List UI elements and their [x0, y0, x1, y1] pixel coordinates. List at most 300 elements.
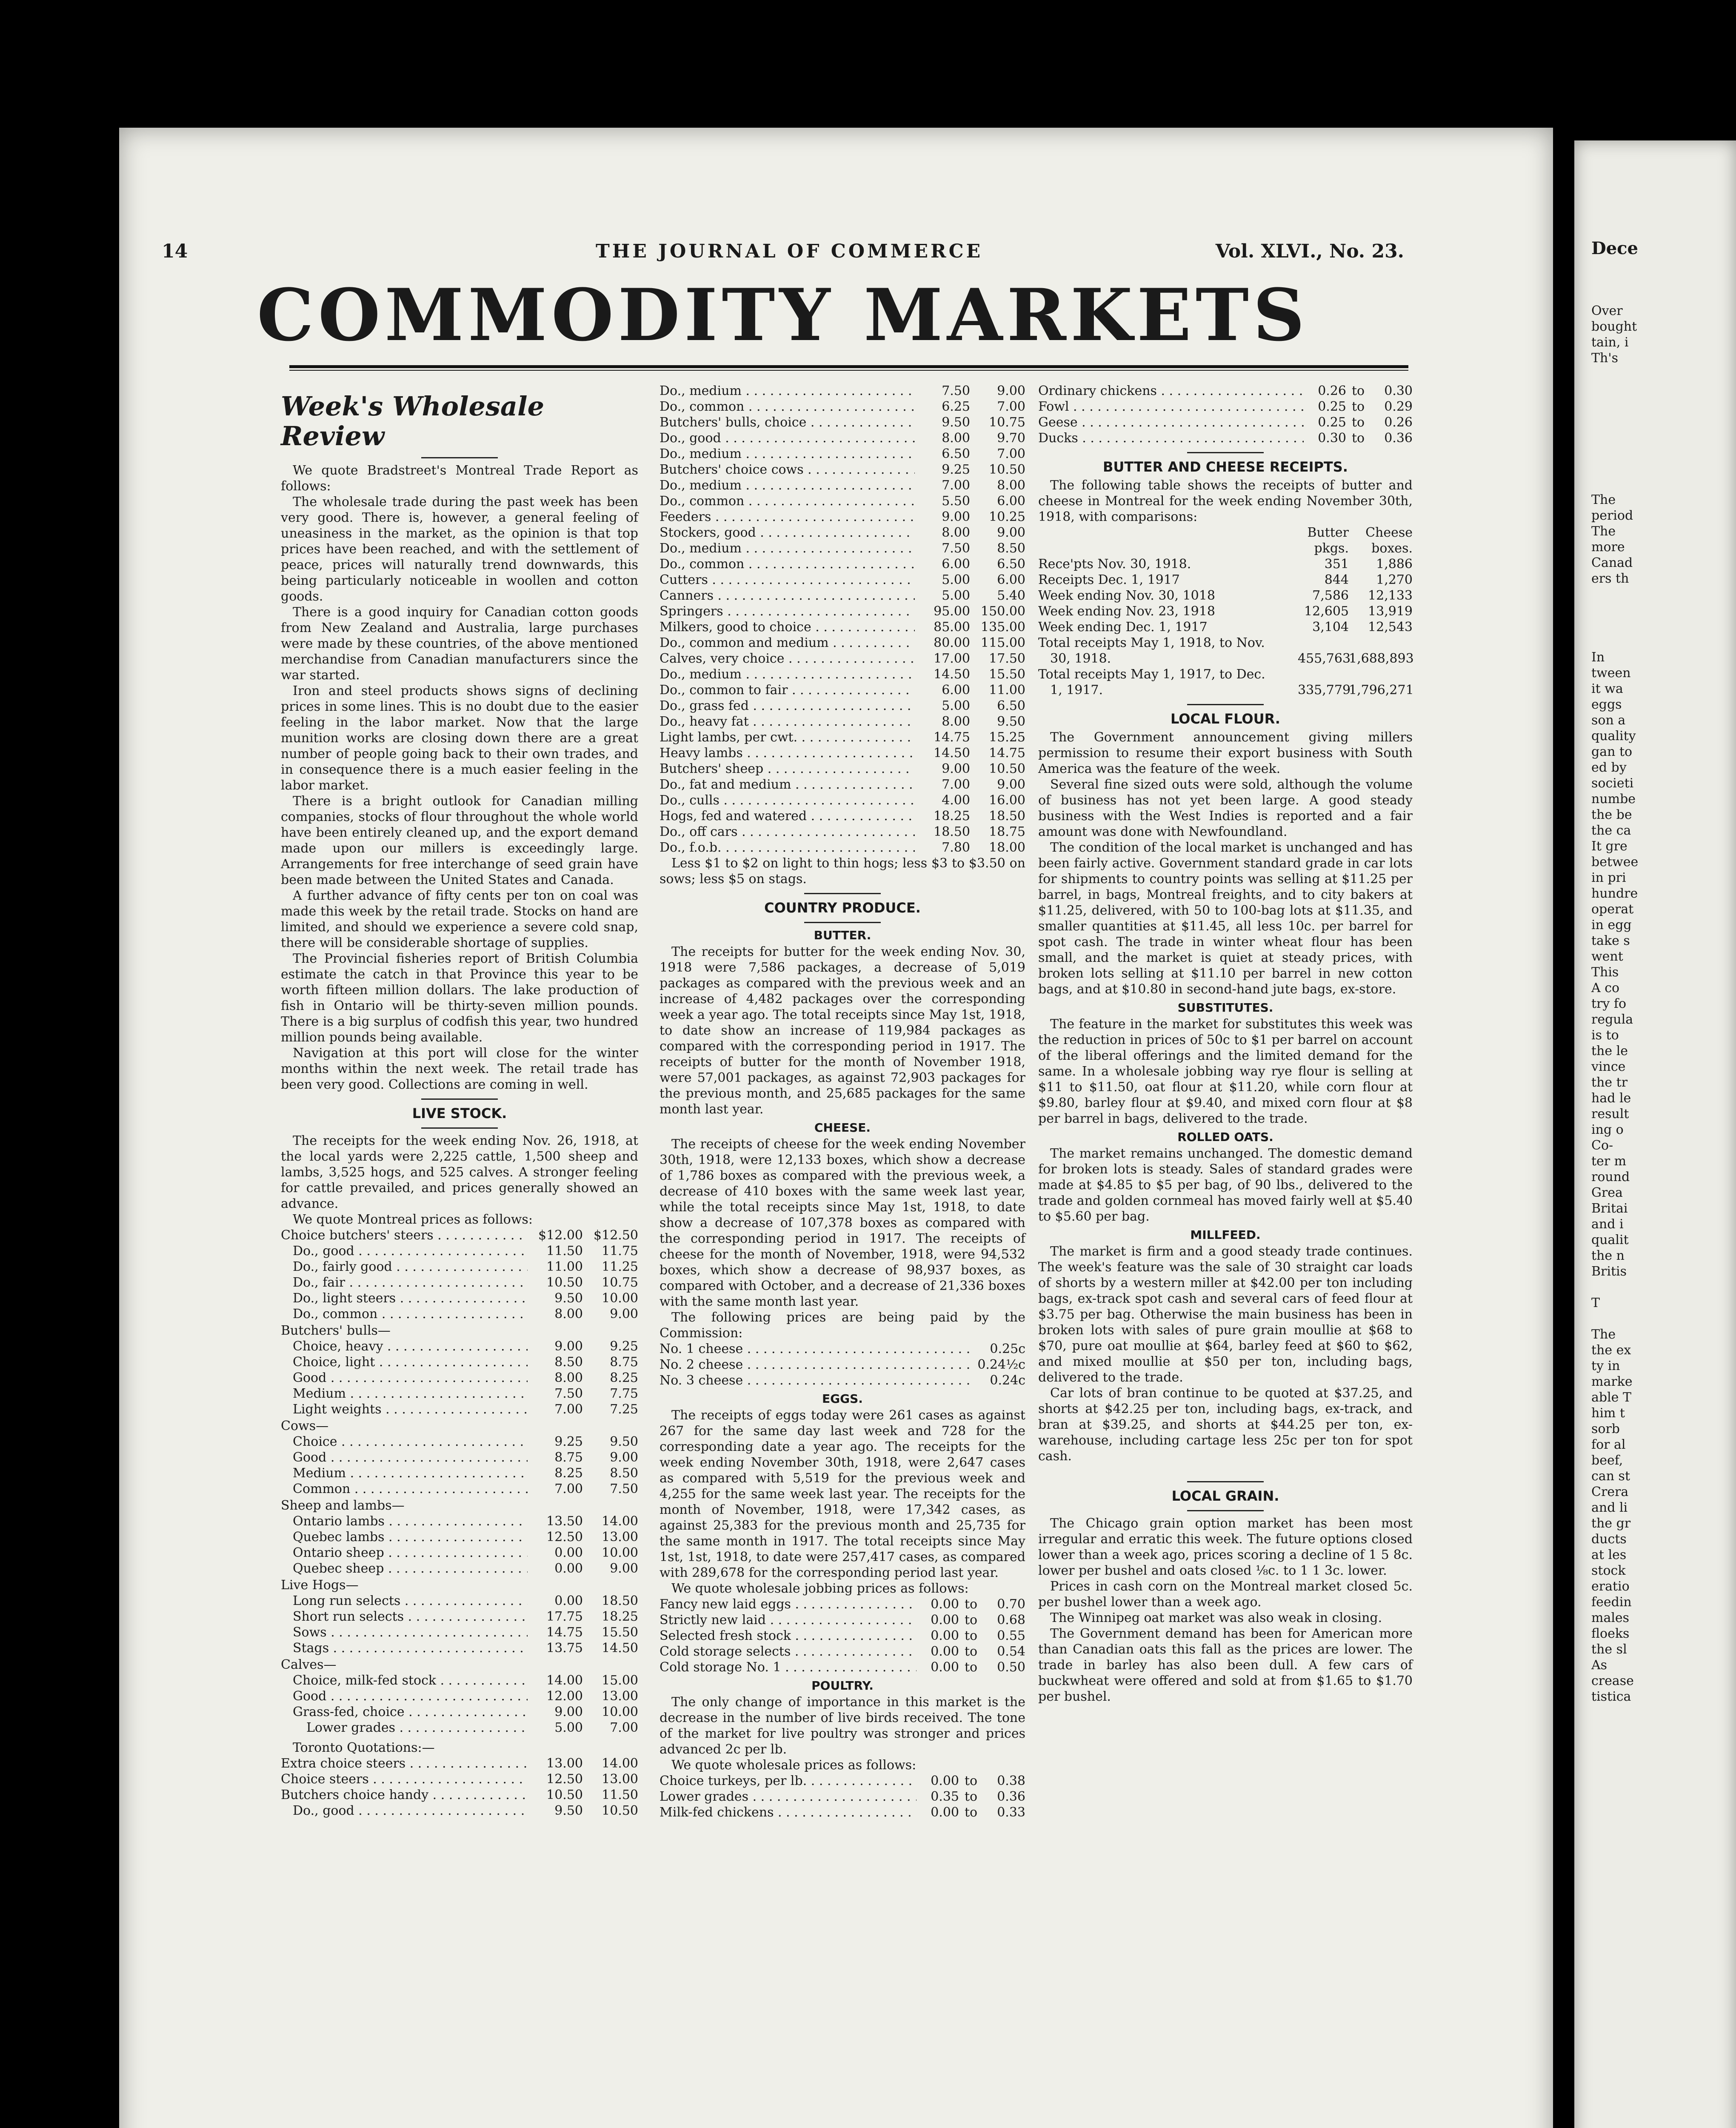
livestock-row — [660, 682, 1025, 698]
low-price: 0.26 — [1318, 383, 1346, 398]
low-price: 17.75 — [546, 1609, 583, 1624]
row-label: Cutters . . . — [660, 572, 915, 588]
country-produce-heading: COUNTRY PRODUCE. — [764, 900, 921, 916]
divider — [1187, 452, 1264, 453]
high-price: 17.50 — [989, 651, 1025, 666]
cheese-value: 13,919 — [1368, 604, 1413, 619]
next-page-line: numbe — [1591, 792, 1636, 807]
livestock-row — [281, 1370, 638, 1386]
high-price: 9.00 — [997, 383, 1025, 398]
range-to: to — [964, 1805, 978, 1820]
poultry-price-table-continued — [1038, 383, 1413, 446]
row-label: Ontario lambs . . . — [281, 1513, 528, 1529]
livestock-row — [660, 430, 1025, 446]
range-to: to — [964, 1628, 978, 1643]
row-label: Choice, heavy . . . — [281, 1339, 528, 1354]
next-page-line: In — [1591, 650, 1605, 665]
high-price: 15.50 — [602, 1625, 638, 1640]
next-page-line — [1591, 413, 1732, 429]
paragraph: The condition of the local market is unchanged and has been fairly active. Government standard grade in car lots for shipments to country points was selling at $11.25 per barrel, in bags, Montreal freights, and to city bakers at $11.25, delivered, with 50 to 100-bag lots at $11.35, and smaller quantities at $11.45, all less 10c. per barrel for spot cash. The trade in winter wheat flour has been small, and the market is quiet at steady prices, with broken lots selling at $11.10 per barrel in new cotton bags, and at $10.80 in second-hand jute bags, ex-store. — [1038, 840, 1413, 997]
row-label: Strictly new laid . . . — [660, 1612, 917, 1628]
divider — [421, 457, 498, 458]
high-price: 8.00 — [997, 478, 1025, 493]
livestock-row — [660, 714, 1025, 729]
livestock-row — [281, 1640, 638, 1656]
low-price: 8.25 — [554, 1466, 583, 1481]
low-price: 0.00 — [931, 1597, 959, 1612]
high-price: 9.50 — [997, 714, 1025, 729]
high-price: 10.75 — [989, 415, 1025, 430]
local-flour-heading: LOCAL FLOUR. — [1171, 711, 1280, 727]
livestock-row — [281, 1497, 638, 1513]
livestock-row — [281, 1259, 638, 1275]
next-page-line: bought — [1591, 319, 1637, 334]
low-price: 6.00 — [942, 557, 970, 572]
livestock-row — [660, 572, 1025, 588]
high-price: 7.00 — [610, 1720, 638, 1735]
high-price: 10.50 — [989, 462, 1025, 477]
total-row-2 — [1038, 666, 1413, 682]
high-price: 0.36 — [997, 1789, 1025, 1804]
high-price: 9.50 — [610, 1434, 638, 1449]
livestock-row — [281, 1339, 638, 1354]
high-price: 14.00 — [602, 1514, 638, 1529]
high-price: 15.00 — [602, 1673, 638, 1688]
local-grain-heading: LOCAL GRAIN. — [1171, 1488, 1279, 1504]
next-page-line: males — [1591, 1610, 1630, 1625]
poultry-row — [660, 1805, 1025, 1820]
next-page-line: hundre — [1591, 886, 1638, 901]
livestock-row — [281, 1275, 638, 1290]
next-page-line: had le — [1591, 1091, 1631, 1106]
low-price: 5.00 — [554, 1720, 583, 1735]
paragraph: There is a bright outlook for Canadian milling companies, stocks of flour throughout the whole world have been entirely cleaned up, and the export demand made upon our millers is exceedingly large. Arrangements for free interchange of seed grain have been made between the United States and Canada. — [281, 794, 638, 887]
journal-name: THE JOURNAL OF COMMERCE — [596, 240, 983, 262]
butter-value: 7,586 — [1312, 588, 1349, 603]
butter-value: 12,605 — [1304, 604, 1349, 619]
receipts-row — [1038, 604, 1413, 619]
livestock-row — [660, 808, 1025, 824]
low-price: 14.00 — [546, 1673, 583, 1688]
receipts-intro: The following table shows the receipts of butter and cheese in Montreal for the week ending November 30th, 1918, with comparisons: — [1038, 478, 1413, 524]
livestock-row — [660, 666, 1025, 682]
next-page-line: the ca — [1591, 823, 1631, 838]
livestock-row — [281, 1322, 638, 1339]
high-price: 5.40 — [997, 588, 1025, 603]
cheese-row — [660, 1357, 1025, 1373]
poultry-text: The only change of importance in this market is the decrease in the number of live birds received. The tone of the market for live poultry was stronger and prices advanced 2c per lb. — [660, 1695, 1025, 1757]
next-page-line: sorb — [1591, 1422, 1620, 1436]
next-page-line: ducts — [1591, 1532, 1627, 1547]
next-page-line: This — [1591, 965, 1619, 980]
paragraph: We quote Bradstreet's Montreal Trade Report as follows: — [281, 463, 638, 494]
next-page-line: able T — [1591, 1390, 1631, 1405]
price: 0.24c — [990, 1373, 1025, 1388]
low-price: 6.00 — [942, 683, 970, 698]
row-label: Rece'pts Nov. 30, 1918. — [1038, 557, 1191, 572]
row-label: Do., medium . . . — [660, 478, 915, 493]
next-page-line: The — [1591, 492, 1616, 507]
cheese-row — [660, 1373, 1025, 1388]
high-price: 18.50 — [602, 1593, 638, 1608]
row-label: Do., common . . . — [660, 493, 915, 509]
low-price: 7.00 — [554, 1482, 583, 1496]
toronto-row — [281, 1771, 638, 1787]
next-page-line: eggs — [1591, 697, 1622, 712]
high-price: 0.38 — [997, 1773, 1025, 1788]
poultry-row — [1038, 399, 1413, 415]
next-page-line: it wa — [1591, 681, 1623, 696]
eggs-quote: We quote wholesale jobbing prices as follows: — [671, 1581, 969, 1596]
high-price: 6.00 — [997, 572, 1025, 587]
local-flour-body — [1038, 729, 1413, 997]
egg-row — [660, 1644, 1025, 1659]
row-label: Do., medium . . . — [660, 446, 915, 462]
paragraph: Several fine sized outs were sold, although the volume of business has not yet been large. A good steady business with the West Indies is reported and a fair amount was done with Newfoundland. — [1038, 777, 1413, 839]
livestock-row — [660, 493, 1025, 509]
next-page-line: tain, i — [1591, 335, 1629, 350]
next-page-line: qualit — [1591, 1233, 1629, 1247]
low-price: 8.00 — [942, 714, 970, 729]
livestock-row — [660, 840, 1025, 855]
toronto-row — [281, 1787, 638, 1803]
next-page-line: A co — [1591, 981, 1620, 995]
low-price: 9.25 — [942, 462, 970, 477]
row-label: Do., good . . . — [281, 1803, 528, 1819]
substitutes-text: The feature in the market for substitutes this week was the reduction in prices of 50c to $1 per barrel on account of the liberal offerings and the limited demand for the same. In a wholesale jobbing way rye flour is selling at $11 to $11.50, oat flour at $11.20, while corn flour at $9.80, barley flour at $9.40, and mixed corn flour at $8 per barrel in bags, delivered to the trade. — [1038, 1017, 1413, 1126]
row-label: Choice . . . — [281, 1434, 528, 1450]
egg-row — [660, 1596, 1025, 1612]
low-price: 14.50 — [934, 667, 970, 682]
low-price: 14.50 — [934, 746, 970, 761]
range-to: to — [964, 1789, 978, 1804]
low-price: 6.25 — [942, 399, 970, 414]
low-price: 9.00 — [554, 1705, 583, 1719]
range-to: to — [964, 1597, 978, 1612]
paragraph: The Government announcement giving millers permission to resume their export business with South America was the feature of the week. — [1038, 730, 1413, 776]
poultry-heading: POULTRY. — [811, 1679, 874, 1693]
next-page-line: gan to — [1591, 744, 1633, 759]
next-page-line — [1591, 445, 1732, 460]
livestock-quote-line: We quote Montreal prices as follows: — [293, 1212, 533, 1227]
row-label: Stags . . . — [281, 1640, 528, 1656]
next-page-line: Th's — [1591, 351, 1618, 366]
row-label: Fancy new laid eggs . . . — [660, 1596, 917, 1612]
next-page-line: period — [1591, 508, 1633, 523]
high-price: 18.75 — [989, 824, 1025, 839]
cheese-row — [660, 1341, 1025, 1357]
row-label: Springers . . . — [660, 604, 915, 619]
next-page-line — [1591, 366, 1732, 382]
row-label: Hogs, fed and watered . . . — [660, 808, 915, 824]
high-price: 14.75 — [989, 746, 1025, 761]
high-price: 13.00 — [602, 1772, 638, 1787]
livestock-row — [281, 1227, 638, 1243]
high-price: 7.25 — [610, 1402, 638, 1417]
range-to: to — [964, 1773, 978, 1788]
next-page-line: ter m — [1591, 1154, 1627, 1169]
column-1 — [281, 383, 638, 1819]
millfeed-body — [1038, 1244, 1413, 1464]
row-label: Do., common . . . — [281, 1306, 528, 1322]
low-price: 13.50 — [546, 1514, 583, 1529]
row-label: Live Hogs— — [281, 1578, 359, 1593]
divider — [804, 922, 881, 923]
row-label: Good . . . — [281, 1370, 528, 1386]
poultry-price-table — [660, 1773, 1025, 1820]
next-page-line: feedin — [1591, 1595, 1632, 1610]
butter-value: 844 — [1324, 572, 1349, 587]
divider — [421, 1127, 498, 1129]
next-page-line — [1591, 398, 1732, 413]
next-page-line — [1591, 618, 1732, 634]
butter-heading: BUTTER. — [814, 928, 871, 942]
cheese-heading: CHEESE. — [814, 1121, 871, 1135]
rolled-oats-text: The market remains unchanged. The domestic demand for broken lots is steady. Sales of standard grades were made at $4.85 to $5 per bag, of 90 lbs., delivered to the trade and golden cornmeal has moved fairly well at $5.40 to $5.60 per bag. — [1038, 1146, 1413, 1224]
low-price: 18.25 — [934, 809, 970, 824]
row-label: Medium . . . — [281, 1386, 528, 1402]
next-page-line: The — [1591, 1327, 1616, 1342]
total-butter: 335,779 — [1298, 683, 1351, 698]
next-page-line: round — [1591, 1170, 1630, 1184]
row-label: No. 2 cheese . . . — [660, 1357, 970, 1373]
eggs-text: The receipts of eggs today were 261 cases as against 267 for the same day last week and 728 for the corresponding date a year ago. The receipts for the week ending November 30th, 1918, were 2,647 cases as compared with 5,519 for the previous week and 4,255 for the same week last year. The receipts for the month of November, 1918, were 17,342 cases, as against 25,383 for the previous month and 25,735 for the same month in 1917. The total receipts since May 1st, 1st, 1918, to date were 257,417 cases, as compared with 289,678 for the corresponding period last year. — [660, 1408, 1025, 1580]
livestock-row — [281, 1290, 638, 1306]
paragraph: A further advance of fifty cents per ton on coal was made this week by the retail trade. Stocks on hand are limited, and should we experience a severe cold snap, there will be considerable shortage of supplies. — [281, 888, 638, 950]
price: 0.24½c — [977, 1357, 1025, 1372]
next-page-line: in pri — [1591, 870, 1626, 885]
high-price: 7.50 — [610, 1482, 638, 1496]
livestock-row — [660, 619, 1025, 635]
total-label: Total receipts May 1, 1917, to Dec. — [1038, 667, 1265, 682]
next-page-line: tween — [1591, 666, 1631, 681]
next-page-line: ing o — [1591, 1122, 1624, 1137]
divider — [1187, 1481, 1264, 1482]
high-price: 10.25 — [989, 509, 1025, 524]
livestock-row — [281, 1465, 638, 1481]
receipts-col-units — [1038, 541, 1413, 556]
next-page-line — [1591, 634, 1732, 649]
high-price: 0.30 — [1384, 383, 1413, 398]
low-price: 10.50 — [546, 1788, 583, 1802]
livestock-row — [660, 399, 1025, 415]
row-label: Choice, milk-fed stock . . . — [281, 1673, 528, 1688]
next-page-line: the n — [1591, 1248, 1625, 1263]
livestock-row — [281, 1402, 638, 1417]
livestock-row — [660, 556, 1025, 572]
livestock-row — [281, 1688, 638, 1704]
cheese-unit: boxes. — [1371, 541, 1413, 556]
livestock-row — [281, 1354, 638, 1370]
row-label: Do., common to fair . . . — [660, 682, 915, 698]
row-label: Good . . . — [281, 1450, 528, 1465]
cheese-col-header: Cheese — [1365, 525, 1413, 540]
divider — [421, 1098, 498, 1100]
livestock-row — [660, 745, 1025, 761]
row-label: No. 1 cheese . . . — [660, 1341, 970, 1357]
next-page-line: crease — [1591, 1673, 1634, 1688]
high-price: 8.25 — [610, 1370, 638, 1385]
row-label: Receipts Dec. 1, 1917 — [1038, 572, 1180, 587]
low-price: 12.00 — [546, 1689, 583, 1704]
row-label: No. 3 cheese . . . — [660, 1373, 970, 1388]
low-price: 7.00 — [942, 777, 970, 792]
livestock-row — [281, 1625, 638, 1640]
high-price: 115.00 — [981, 635, 1025, 650]
butter-unit: pkgs. — [1314, 541, 1349, 556]
row-label: Butchers' sheep . . . — [660, 761, 915, 777]
cheese-text: The receipts of cheese for the week ending November 30th, 1918, were 12,133 boxes, which show a decrease of 1,786 boxes as compared with the previous week, a decrease of 410 boxes with the same week last year, while the total receipts since May 1st, 1918, to date show a decrease of 107,378 boxes as compared with the corresponding period in 1917. The receipts of cheese for the month of November, 1918, were 94,532 boxes, which show a decrease of 98,937 boxes, as compared with October, and a decrease of 21,336 boxes with the same month last year. — [660, 1137, 1025, 1309]
low-price: 10.50 — [546, 1275, 583, 1290]
high-price: 7.00 — [997, 399, 1025, 414]
row-label: Do., grass fed . . . — [660, 698, 915, 714]
livestock-price-table-continued — [660, 383, 1025, 855]
next-page-line — [1591, 586, 1732, 602]
cheese-value: 1,886 — [1376, 557, 1413, 572]
low-price: 0.00 — [931, 1644, 959, 1659]
row-label: Grass-fed, choice . . . — [281, 1704, 528, 1720]
livestock-row — [281, 1704, 638, 1720]
paragraph: The Provincial fisheries report of British Columbia estimate the catch in that Province this year to be worth fifteen million dollars. The lake production of fish in Ontario will be thirty-seven million pounds. There is a big surplus of codfish this year, two hundred million pounds being available. — [281, 951, 638, 1045]
paragraph: Car lots of bran continue to be quoted at $37.25, and shorts at $42.25 per ton, including bags, ex-track, and bran at $39.25, and shorts at $44.25 per ton, ex-warehouse, including cartage less 25c per ton for spot cash. — [1038, 1386, 1413, 1464]
livestock-row — [281, 1386, 638, 1402]
low-price: $12.00 — [538, 1228, 583, 1243]
next-page-line: floeks — [1591, 1626, 1630, 1641]
next-page-line: the be — [1591, 807, 1632, 822]
row-label: Cows— — [281, 1419, 329, 1433]
range-to: to — [1351, 383, 1365, 398]
next-page-line — [1591, 429, 1732, 445]
range-to: to — [1351, 431, 1365, 446]
next-page-line: the ex — [1591, 1343, 1631, 1358]
next-page-line: Co- — [1591, 1138, 1613, 1153]
low-price: 8.00 — [942, 525, 970, 540]
high-price: 18.50 — [989, 809, 1025, 824]
next-page-line: result — [1591, 1107, 1629, 1121]
low-price: 7.50 — [942, 541, 970, 556]
poultry-quote: We quote wholesale prices as follows: — [671, 1758, 917, 1773]
high-price: 18.00 — [989, 840, 1025, 855]
next-page-line: him t — [1591, 1406, 1625, 1421]
row-label: Choice steers . . . — [281, 1771, 528, 1787]
low-price: 9.00 — [942, 761, 970, 776]
next-page-line: It gre — [1591, 839, 1628, 854]
row-label: Choice turkeys, per lb. . . . — [660, 1773, 917, 1789]
low-price: 85.00 — [934, 620, 970, 635]
row-label: Butchers' bulls, choice . . . — [660, 415, 915, 430]
row-label: Week ending Nov. 30, 1018 — [1038, 588, 1215, 603]
poultry-row — [660, 1773, 1025, 1789]
low-price: 0.35 — [931, 1789, 959, 1804]
row-label: Medium . . . — [281, 1465, 528, 1481]
high-price: 13.00 — [602, 1530, 638, 1545]
high-price: 9.00 — [610, 1307, 638, 1321]
next-page-lines — [1591, 303, 1732, 1705]
livestock-row — [281, 1434, 638, 1450]
livestock-row — [660, 729, 1025, 745]
row-label: Long run selects . . . — [281, 1593, 528, 1609]
receipts-row — [1038, 619, 1413, 635]
paragraph: The Chicago grain option market has been most irregular and erratic this week. The future options closed lower than a week ago, prices scoring a decline of 1 5 8c. lower per bushel and oats closed ⅛c. to 1 1 3c. lower. — [1038, 1516, 1413, 1578]
row-label: Do., culls . . . — [660, 792, 915, 808]
next-page-line: the sl — [1591, 1642, 1627, 1657]
livestock-price-table — [281, 1227, 638, 1736]
toronto-row — [281, 1756, 638, 1771]
low-price: 8.00 — [554, 1370, 583, 1385]
high-price: 11.25 — [602, 1259, 638, 1274]
next-page-line: betwee — [1591, 855, 1639, 870]
next-page-line — [1591, 382, 1732, 398]
poultry-row — [1038, 415, 1413, 430]
low-price: 0.30 — [1318, 431, 1346, 446]
total-cheese: 1,796,271 — [1349, 683, 1414, 698]
row-label: Do., good . . . — [660, 430, 915, 446]
row-label: Do., medium . . . — [660, 383, 915, 399]
low-price: 7.80 — [942, 840, 970, 855]
next-page-line: take s — [1591, 933, 1630, 948]
cheese-value: 1,270 — [1376, 572, 1413, 587]
row-label: Sheep and lambs— — [281, 1498, 405, 1513]
row-label: Butchers' choice cows . . . — [660, 462, 915, 478]
row-label: Light lambs, per cwt. . . . — [660, 729, 915, 745]
livestock-row — [281, 1545, 638, 1561]
high-price: 15.25 — [989, 730, 1025, 745]
livestock-row — [281, 1529, 638, 1545]
butter-value: 351 — [1324, 557, 1349, 572]
low-price: 0.00 — [931, 1773, 959, 1788]
row-label: Ducks . . . — [1038, 430, 1304, 446]
high-price: 0.26 — [1384, 415, 1413, 430]
row-label: Cold storage No. 1 . . . — [660, 1659, 917, 1675]
row-label: Lower grades . . . — [660, 1789, 917, 1805]
egg-row — [660, 1628, 1025, 1644]
low-price: 4.00 — [942, 793, 970, 808]
low-price: 9.50 — [554, 1291, 583, 1306]
butter-value: 3,104 — [1312, 620, 1349, 635]
livestock-row — [281, 1720, 638, 1736]
egg-row — [660, 1659, 1025, 1675]
low-price: 14.75 — [934, 730, 970, 745]
row-label: Milkers, good to choice . . . — [660, 619, 915, 635]
total-row-1 — [1038, 635, 1413, 651]
poultry-row — [660, 1789, 1025, 1805]
low-price: 12.50 — [546, 1772, 583, 1787]
high-price: 0.29 — [1384, 399, 1413, 414]
row-label: Do., medium . . . — [660, 666, 915, 682]
livestock-row — [660, 604, 1025, 619]
total-cheese: 1,688,893 — [1349, 651, 1414, 666]
row-label: Ordinary chickens . . . — [1038, 383, 1304, 399]
row-label: Do., heavy fat . . . — [660, 714, 915, 729]
row-label: Selected fresh stock . . . — [660, 1628, 917, 1644]
next-page-line: The — [1591, 524, 1616, 539]
row-label: Feeders . . . — [660, 509, 915, 525]
divider — [804, 893, 881, 894]
next-page-line: stock — [1591, 1563, 1626, 1578]
livestock-row — [281, 1576, 638, 1593]
row-label: Extra choice steers . . . — [281, 1756, 528, 1771]
row-label: Sows . . . — [281, 1625, 528, 1640]
livestock-row — [660, 415, 1025, 430]
low-price: 0.25 — [1318, 399, 1346, 414]
low-price: 9.00 — [554, 1339, 583, 1354]
running-header — [162, 240, 1404, 266]
next-page-line — [1591, 1311, 1732, 1327]
paragraph: Navigation at this port will close for the winter months within the next week. The retail trade has been very good. Collections are coming in well. — [281, 1046, 638, 1092]
livestock-row — [281, 1306, 638, 1322]
range-to: to — [1351, 399, 1365, 414]
high-price: 9.25 — [610, 1339, 638, 1354]
